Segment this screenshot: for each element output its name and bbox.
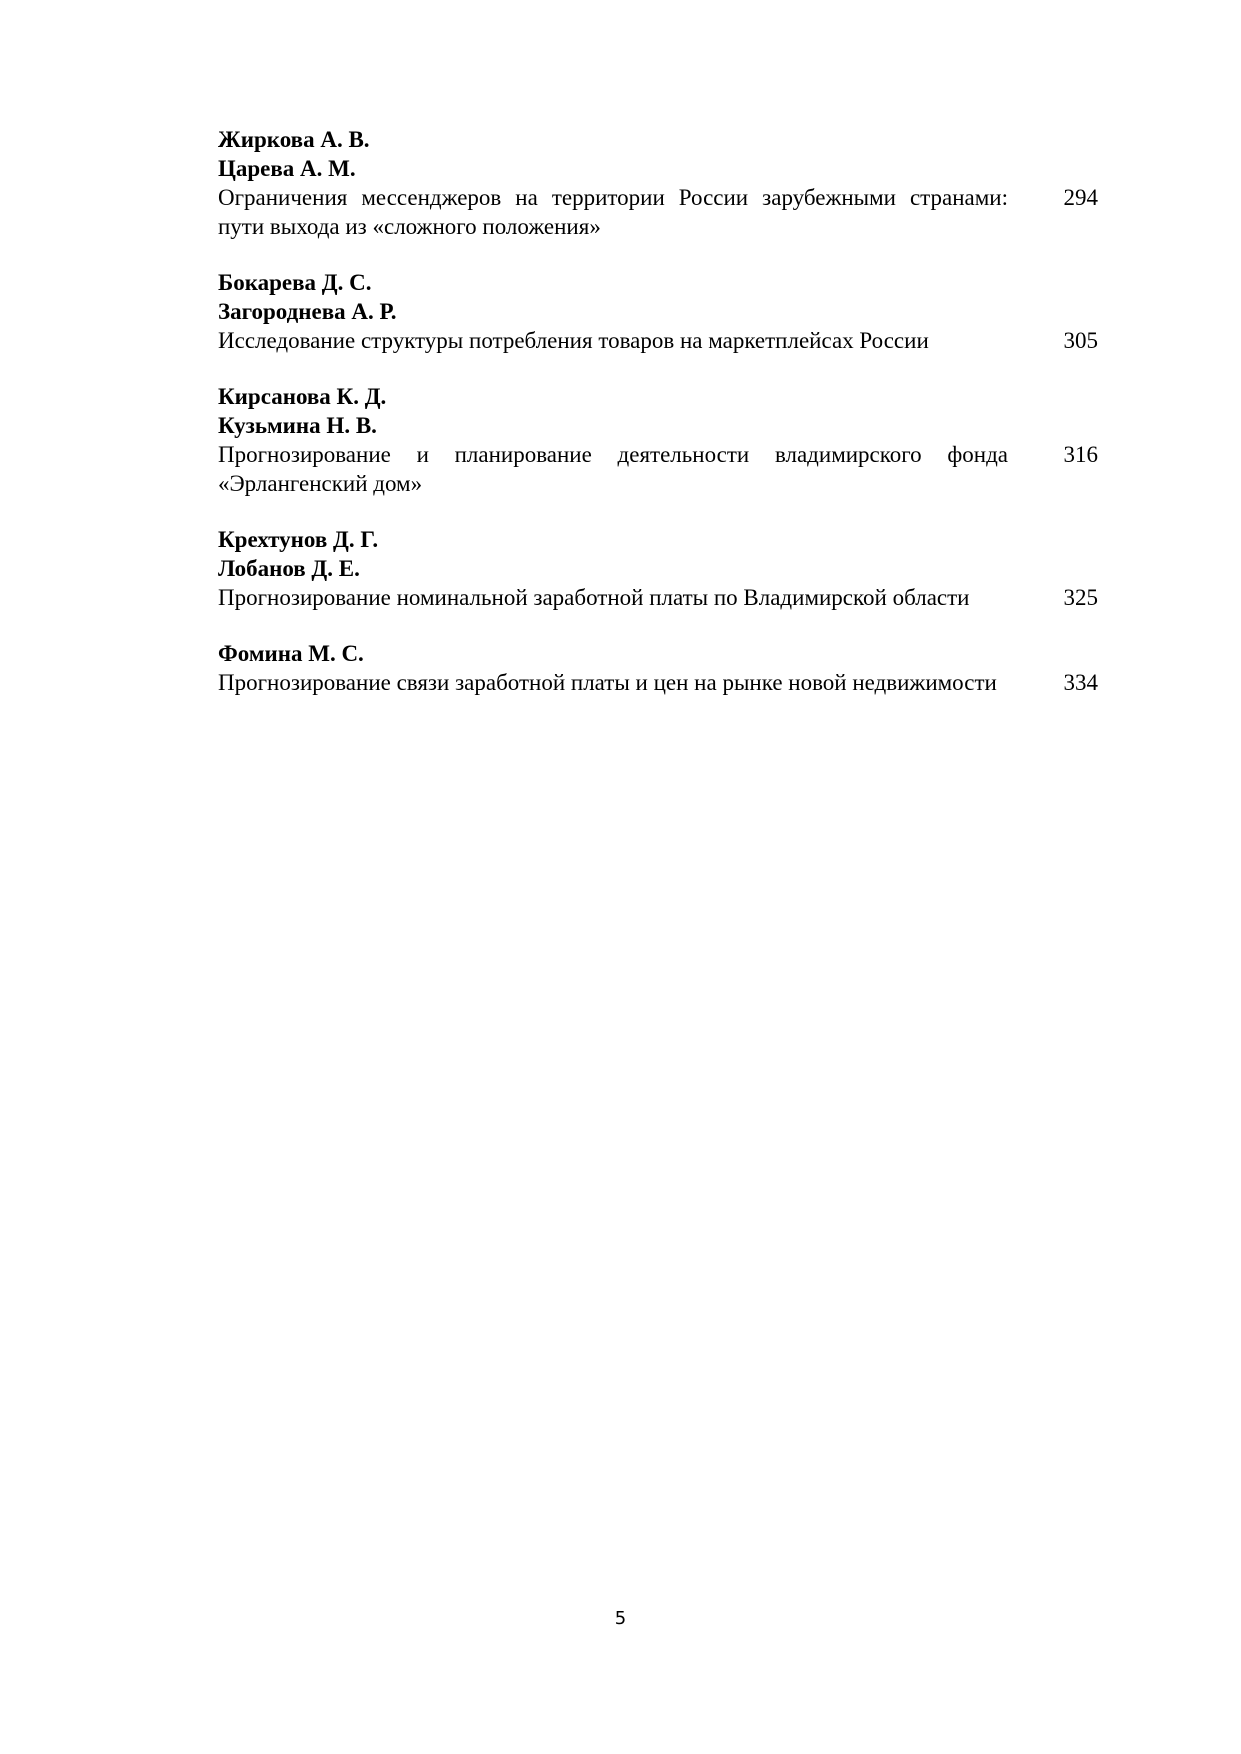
- toc-entry: [218, 525, 1098, 612]
- article-page-number: 334: [1063, 670, 1098, 695]
- author-name: Жиркова А. В.: [218, 127, 370, 152]
- toc-entry-row: [218, 583, 1098, 612]
- article-title: Ограничения мессенджеров на территории России зарубежными странами: пути выхода из «сложного положения»: [218, 185, 1008, 239]
- author-name: Загороднева А. Р.: [218, 299, 397, 324]
- page-number: 5: [614, 1608, 627, 1629]
- toc-entry: [218, 639, 1098, 697]
- article-title: Прогнозирование и планирование деятельности владимирского фонда «Эрлангенский дом»: [218, 442, 1008, 496]
- author-name: Бокарева Д. С.: [218, 270, 372, 295]
- article-title: Прогнозирование связи заработной платы и цен на рынке новой недвижимости: [218, 670, 997, 695]
- article-page-number: 325: [1063, 585, 1098, 610]
- toc-entry: [218, 268, 1098, 355]
- toc-entry-row: [218, 668, 1098, 697]
- article-page-number: 316: [1063, 442, 1098, 467]
- toc-entry: [218, 125, 1098, 241]
- author-name: Царева А. М.: [218, 156, 356, 181]
- article-title: Исследование структуры потребления товаров на маркетплейсах России: [218, 328, 929, 353]
- toc-entry: [218, 382, 1098, 498]
- toc-entry-row: [218, 440, 1098, 498]
- author-name: Лобанов Д. Е.: [218, 556, 360, 581]
- article-title: Прогнозирование номинальной заработной платы по Владимирской области: [218, 585, 970, 610]
- toc-entry-row: [218, 326, 1098, 355]
- author-name: Кузьмина Н. В.: [218, 413, 377, 438]
- article-page-number: 305: [1063, 328, 1098, 353]
- author-name: Кирсанова К. Д.: [218, 384, 387, 409]
- author-name: Фомина М. С.: [218, 641, 364, 666]
- table-of-contents: [218, 125, 1098, 724]
- author-name: Крехтунов Д. Г.: [218, 527, 379, 552]
- article-page-number: 294: [1063, 185, 1098, 210]
- toc-entry-row: [218, 183, 1098, 241]
